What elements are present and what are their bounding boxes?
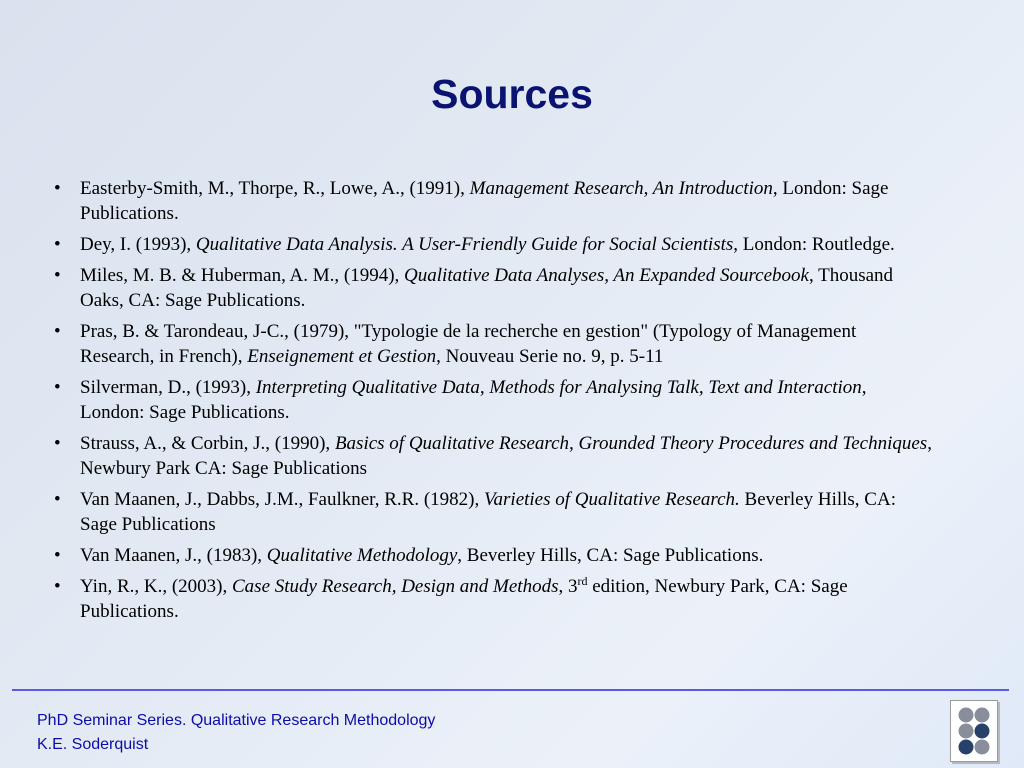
reference-edition: , 3 [558, 576, 578, 597]
reference-publisher: , London: Sage Publications. [80, 178, 889, 224]
reference-title: Qualitative Data Analyses, An Expanded Sourcebook [404, 265, 809, 286]
reference-item [52, 375, 932, 425]
reference-item [52, 176, 932, 226]
bullet-icon: • [54, 576, 61, 597]
reference-authors: Yin, R., K., (2003), [80, 576, 232, 597]
footer-series-title: PhD Seminar Series. Qualitative Research Methodology [37, 712, 436, 729]
bullet-icon: • [54, 321, 61, 342]
reference-title: Qualitative Methodology [266, 545, 458, 566]
reference-authors: Van Maanen, J., (1983), [80, 545, 267, 566]
bullet-icon: • [54, 433, 61, 454]
reference-item [52, 431, 932, 481]
reference-authors: Pras, B. & Tarondeau, J-C., (1979), "Typologie de la recherche en gestion" (Typology of Management Research, in French), [80, 321, 857, 367]
reference-title: Enseignement et Gestion [247, 346, 437, 367]
reference-title: Qualitative Data Analysis. A User-Friendly Guide for Social Scientists [195, 234, 734, 255]
reference-publisher: , Newbury Park CA: Sage Publications [80, 433, 932, 479]
reference-title: Basics of Qualitative Research, Grounded Theory Procedures and Techniques [334, 433, 928, 454]
reference-list [52, 176, 932, 630]
reference-publisher: , Beverley Hills, CA: Sage Publications. [457, 545, 764, 566]
reference-authors: Miles, M. B. & Huberman, A. M., (1994), [80, 265, 405, 286]
reference-item [52, 574, 932, 624]
logo [950, 700, 998, 762]
reference-title: Interpreting Qualitative Data, Methods for Analysing Talk, Text and Interaction [255, 377, 862, 398]
reference-publisher: , London: Routledge. [733, 234, 895, 255]
bullet-icon: • [54, 265, 61, 286]
footer-divider [12, 689, 1009, 691]
reference-authors: Silverman, D., (1993), [80, 377, 256, 398]
logo-dots-icon [951, 701, 997, 761]
reference-publisher: edition, Newbury Park, CA: Sage Publications. [80, 576, 848, 622]
reference-title: Case Study Research, Design and Methods [232, 576, 559, 597]
footer-author: K.E. Soderquist [37, 736, 149, 753]
reference-publisher: Beverley Hills, CA: Sage Publications [80, 489, 896, 535]
reference-item [52, 319, 932, 369]
reference-authors: Strauss, A., & Corbin, J., (1990), [80, 433, 335, 454]
reference-publisher: , Thousand Oaks, CA: Sage Publications. [80, 265, 894, 311]
reference-authors: Van Maanen, J., Dabbs, J.M., Faulkner, R.R. (1982), [80, 489, 485, 510]
reference-item [52, 232, 932, 257]
reference-authors: Easterby-Smith, M., Thorpe, R., Lowe, A., (1991), [80, 178, 470, 199]
slide-title: Sources [431, 71, 593, 117]
reference-item [52, 487, 932, 537]
bullet-icon: • [54, 178, 61, 199]
reference-item [52, 263, 932, 313]
bullet-icon: • [54, 377, 61, 398]
reference-item [52, 543, 932, 568]
reference-publisher: , London: Sage Publications. [80, 377, 867, 423]
reference-title: Varieties of Qualitative Research. [484, 489, 740, 510]
reference-title: Management Research, An Introduction [469, 178, 773, 199]
bullet-icon: • [54, 234, 61, 255]
reference-authors: Dey, I. (1993), [80, 234, 196, 255]
bullet-icon: • [54, 545, 61, 566]
reference-publisher: , Nouveau Serie no. 9, p. 5-11 [436, 346, 664, 367]
reference-edition-suffix: rd [577, 574, 588, 588]
bullet-icon: • [54, 489, 61, 510]
